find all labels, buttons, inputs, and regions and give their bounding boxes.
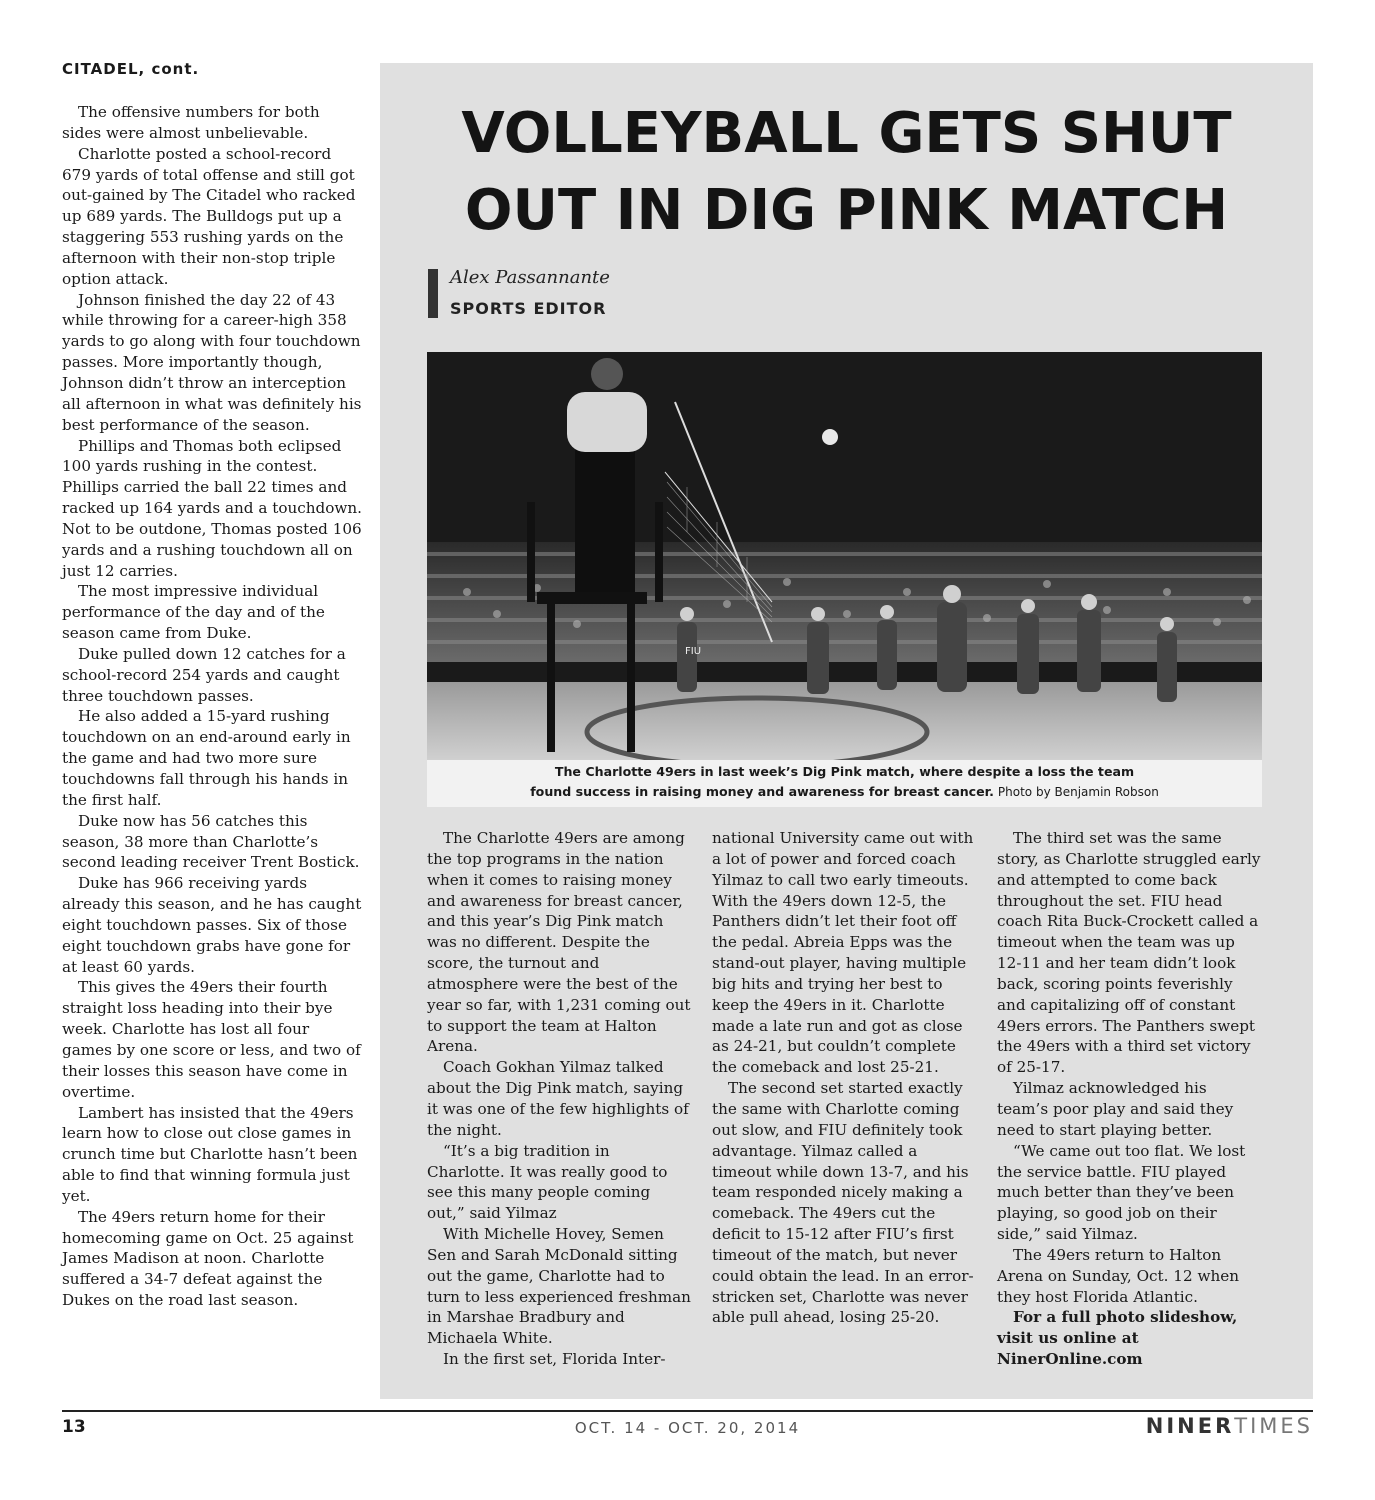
masthead [1146, 1414, 1313, 1438]
paragraph: The Charlotte 49ers are among the top programs in the nation when it comes to raising money and awareness for breast cancer, and this year’s Dig Pink match was no different. Despite the score, the turnout and atmosphere were the best of the year so far, with 1,231 coming out to support the team at Halton Arena. [427, 829, 691, 1056]
paragraph: Johnson finished the day 22 of 43 while throwing for a career-high 358 yards to go along with four touchdown passes. More importantly though, Johnson didn’t throw an interception all afternoon in what was definitely his best performance of the season. [62, 290, 362, 434]
byline-signature: Alex Passannante [450, 267, 610, 288]
paragraph: national University came out with a lot of power and forced coach Yilmaz to call two early timeouts. With the 49ers down 12-5, the Panthers didn’t let their foot off the pedal. Abreia Epps was the stand-out player, having multiple big hits and trying her best to keep the 49ers in it. Charlotte made a late run and got as close as 24-21, but couldn’t complete the comeback and lost 25-21. [712, 829, 974, 1077]
issue-date: OCT. 14 - OCT. 20, 2014 [574, 1419, 801, 1437]
caption-line: The Charlotte 49ers in last week’s Dig Pink match, where despite a loss the team [554, 764, 1135, 779]
left-article-column [62, 102, 362, 1311]
paragraph: This gives the 49ers their fourth straight loss heading into their bye week. Charlotte has lost all four games by one score or less, and two of their losses this season have come in overtime. [62, 978, 361, 1101]
paragraph: “It’s a big tradition in Charlotte. It was really good to see this many people coming out,” said Yilmaz [427, 1141, 668, 1223]
paragraph: Phillips and Thomas both eclipsed 100 yards rushing in the contest. Phillips carried the ball 22 times and racked up 164 yards and a touchdown. Not to be outdone, Thomas posted 106 yards and a rushing touchdown all on just 12 carries. [62, 436, 363, 580]
volleyball-photo [427, 352, 1262, 760]
masthead-light: TIMES [1234, 1414, 1313, 1438]
headline [380, 95, 1313, 249]
paragraph: Duke now has 56 catches this season, 38 more than Charlotte’s second leading receiver Trent Bostick. [62, 811, 360, 872]
caption-line: found success in raising money and awareness for breast cancer. [530, 784, 994, 799]
feature-column-1 [427, 828, 692, 1370]
online-promo: For a full photo slideshow, visit us online at NinerOnline.com [997, 1308, 1238, 1369]
paragraph: Charlotte posted a school-record 679 yards of total offense and still got out-gained by The Citadel who racked up 689 yards. The Bulldogs put up a staggering 553 rushing yards on the afternoon with their non-stop triple option attack. [62, 144, 356, 288]
paragraph: The third set was the same story, as Charlotte struggled early and attempted to come back throughout the set. FIU head coach Rita Buck-Crockett called a timeout when the team was up 12-11 and her team didn’t look back, scoring points feverishly and capitalizing off of constant 49ers errors. The Panthers swept the 49ers with a third set victory of 25-17. [997, 829, 1261, 1077]
masthead-bold: NINER [1145, 1414, 1235, 1438]
footer-rule [62, 1410, 1313, 1412]
byline-title: SPORTS EDITOR [450, 299, 607, 318]
paragraph: The second set started exactly the same with Charlotte coming out slow, and FIU definitely took advantage. Yilmaz called a timeout while down 13-7, and his team responded nicely making a comeback. The 49ers cut the deficit to 15-12 after FIU’s first timeout of the match, but never could obtain the lead. In an error-stricken set, Charlotte was never able pull ahead, losing 25-20. [712, 1079, 974, 1327]
paragraph: The 49ers return home for their homecoming game on Oct. 25 against James Madison at noon. Charlotte suffered a 34-7 defeat against the Dukes on the road last season. [62, 1207, 354, 1310]
paragraph: Duke has 966 receiving yards already this season, and he has caught eight touchdown passes. Six of those eight touchdown grabs have gone for at least 60 yards. [62, 874, 362, 976]
paragraph: The most impressive individual performance of the day and of the season came from Duke. [62, 582, 325, 643]
paragraph: Coach Gokhan Yilmaz talked about the Dig Pink match, saying it was one of the few highlights of the night. [427, 1058, 689, 1139]
paragraph: Duke pulled down 12 catches for a school-record 254 yards and caught three touchdown passes. [62, 644, 346, 705]
continued-kicker: CITADEL, cont. [62, 60, 200, 78]
feature-column-3 [997, 828, 1262, 1370]
paragraph: The 49ers return to Halton Arena on Sunday, Oct. 12 when they host Florida Atlantic. [997, 1245, 1240, 1306]
photo-caption [427, 760, 1262, 807]
feature-story-panel [380, 63, 1313, 1399]
page-number: 13 [62, 1417, 86, 1437]
paragraph: In the first set, Florida Inter- [443, 1350, 666, 1369]
paragraph: Yilmaz acknowledged his team’s poor play and said they need to start playing better. [997, 1079, 1234, 1139]
paragraph: The offensive numbers for both sides were almost unbelievable. [62, 103, 320, 142]
photo-credit: Photo by Benjamin Robson [997, 785, 1159, 799]
paragraph: With Michelle Hovey, Semen Sen and Sarah McDonald sitting out the game, Charlotte had to turn to less experienced freshman in Marshae Bradbury and Michaela White. [427, 1225, 691, 1348]
headline-line: VOLLEYBALL GETS SHUT [461, 101, 1232, 166]
byline-bar [428, 269, 438, 318]
photo-illustration [427, 352, 1262, 760]
paragraph: Lambert has insisted that the 49ers learn how to close out close games in crunch time but Charlotte hasn’t been able to find that winning formula just yet. [62, 1103, 358, 1205]
feature-column-2 [712, 828, 977, 1328]
paragraph: “We came out too flat. We lost the service battle. FIU played much better than they’ve been playing, so good job on their side,” said Yilmaz. [997, 1141, 1246, 1244]
jersey-label: FIU [685, 646, 702, 657]
paragraph: He also added a 15-yard rushing touchdown on an end-around early in the game and had two more sure touchdowns fall through his hands in the first half. [62, 707, 351, 809]
headline-line: OUT IN DIG PINK MATCH [464, 178, 1229, 243]
